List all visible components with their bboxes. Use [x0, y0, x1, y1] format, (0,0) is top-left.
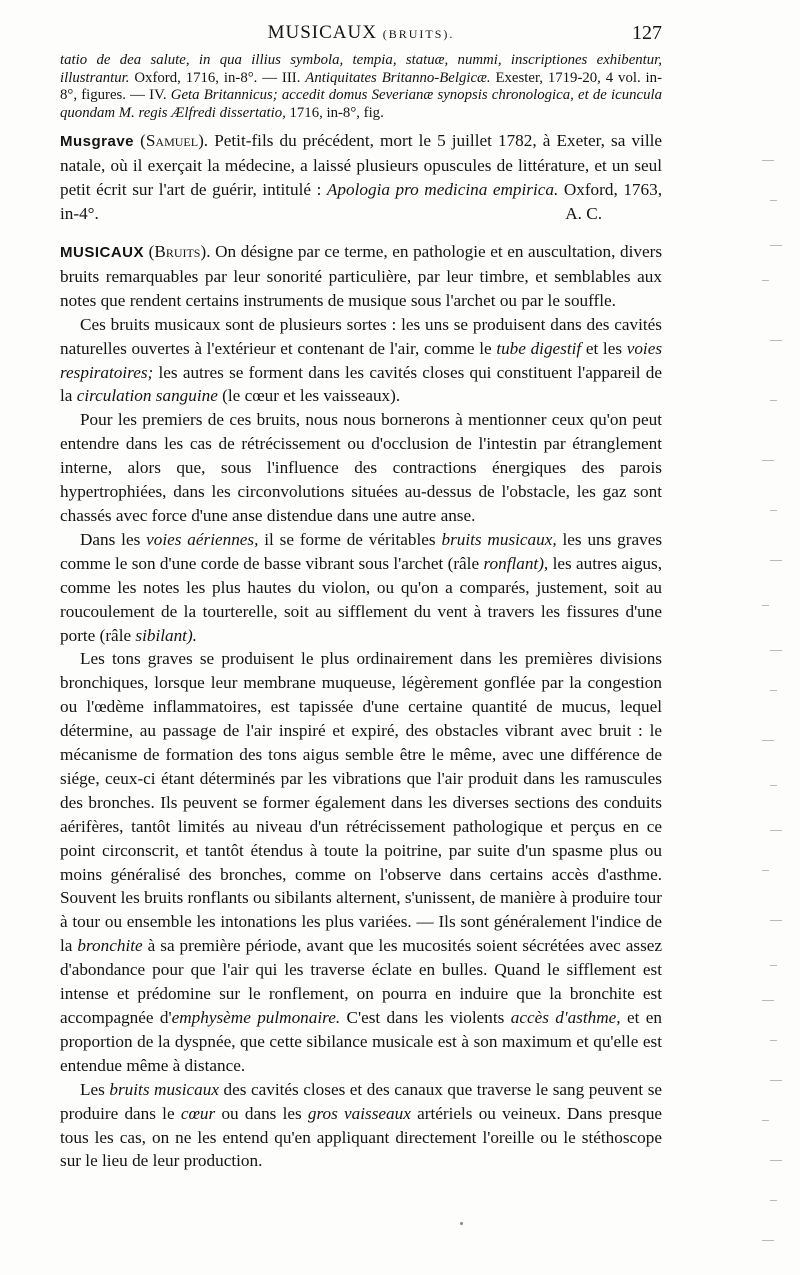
- headword-musicaux: MUSICAUX: [60, 244, 145, 261]
- entry-name-musgrave: (Samuel).: [140, 131, 209, 151]
- margin-tick: [762, 740, 774, 741]
- paragraph-airways: Dans les voies aériennes, il se forme de véritables bruits musicaux, les uns graves comme le son d'une corde de basse vibrant sous l'archet (râle ronflant), les autres aigus, comme les notes les plus hautes du violon, ou qu'on a comparés, justement, soit au roucoulement de la tourterelle, soit au sifflement du vent à travers les fissures d'une porte (râle sibilant).: [60, 529, 663, 645]
- margin-tick: [770, 785, 777, 786]
- header-subtitle: (BRUITS).: [382, 27, 455, 41]
- scan-margin-marks: [748, 40, 788, 1260]
- margin-tick: [770, 560, 782, 561]
- paragraph-closed-cavities: Les bruits musicaux des cavités closes et des canaux que traverse le sang peuvent se produire dans le cœur ou dans les gros vaisseaux artériels ou veineux. Dans presque tous les cas, on ne les entend qu'en appliquant directement l'oreille ou le stéthoscope sur le lieu de leur production.: [60, 1079, 663, 1171]
- margin-tick: [770, 830, 782, 831]
- entry-musicaux: [60, 240, 662, 313]
- header-title: MUSICAUX: [267, 22, 377, 43]
- margin-tick: [770, 340, 782, 341]
- margin-tick: [770, 400, 777, 401]
- work-title: Apologia pro medicina empirica.: [326, 180, 559, 200]
- margin-tick: [762, 460, 774, 461]
- entry-musgrave: Musgrave (Samuel). Petit-fils du précédent, mort le 5 juillet 1782, à Exeter, sa ville natale, où il exerçait la médecine, a laissé plusieurs opuscules de littérature, et un seul petit écrit sur l'art de guérir, intitulé : Apologia pro medicina empirica. Oxford, 1763, in-4°. A. C.: [60, 129, 662, 226]
- margin-tick: [770, 690, 777, 691]
- margin-tick: [770, 1160, 782, 1161]
- paragraph-kinds: Ces bruits musicaux sont de plusieurs sortes : les uns se produisent dans des cavités naturelles ouvertes à l'extérieur et contenant de l'air, comme le tube digestif et les voies respiratoires; les autres se forment dans les cavités closes qui constituent l'appareil de la circulation sanguine (le cœur et les vaisseaux).: [60, 314, 663, 406]
- margin-tick: [762, 870, 769, 871]
- prev-title-2: Antiquitates Britanno-Belgicæ.: [305, 69, 491, 86]
- margin-tick: [770, 245, 782, 246]
- article-body: [60, 52, 662, 1173]
- margin-tick: [770, 1040, 777, 1041]
- previous-entry-bibliography: tatio de dea salute, in qua illius symbola, tempia, statuæ, nummi, inscriptiones exhibentur, illustrantur. Oxford, 1716, in-8°. — III. Antiquitates Britanno-Belgicæ. Exester, 1719-20, 4 vol. in-8°, figures. — IV. Geta Britannicus; accedit domus Severianæ synopsis chronologica, et de icuncula quondam M. regis Ælfredi dissertatio, 1716, in-8°, fig.: [60, 52, 662, 121]
- margin-tick: [762, 1000, 774, 1001]
- margin-tick: [770, 650, 782, 651]
- paragraph-low-tones: Les tons graves se produisent le plus ordinairement dans les premières divisions bronchiques, lorsque leur membrane muqueuse, légèrement gonflée par la congestion ou l'œdème inflammatoires, est tapissée d'une certaine quantité de mucus, lequel détermine, au passage de l'air inspiré et expiré, des obstacles vibrant avec bruit : le mécanisme de formation des tons aigus semble être le même, avec une différence de siége, ceux-ci étant déterminés par les vibrations que l'air produit dans les ramuscules des bronches. Ils peuvent se former également dans les diverses sections des conduits aérifères, tantôt limités au niveau d'un rétrécissement pathologique et perçus en ce point circonscrit, et tantôt étendus à toute la poitrine, par suite d'un spasme plus ou moins généralisé des bronches, comme on l'observe dans certains accès d'asthme. Souvent les bruits ronflants ou sibilants alternent, s'unissent, de manière à produire tour à tour ou ensemble les intonations les plus variées. — Ils sont généralement l'indice de la bronchite à sa première période, avant que les mucosités soient sécrétées avec assez d'abondance pour que l'air qui les traverse éclate en bulles. Quand le sifflement est intense et prédomine sur le ronflement, on pourra en induire que la bronchite est accompagnée d'emphysème pulmonaire. C'est dans les violents accès d'asthme, et en proportion de la dyspnée, que cette sibilance musicale est à son maximum et qu'elle est entendue même à distance.: [60, 649, 663, 1075]
- margin-tick: [762, 160, 774, 161]
- paragraph-intestine: Pour les premiers de ces bruits, nous nous bornerons à mentionner ceux qu'on peut entendre dans les cas de rétrécissement ou d'occlusion de l'intestin par étranglement interne, alors que, sous l'influence des contractions énergiques des parois hypertrophiées, dans les circonvolutions situées au-dessus de l'obstacle, les gaz sont chassés avec force d'une anse distendue dans une autre anse.: [60, 410, 662, 525]
- running-header: [60, 22, 662, 48]
- prev-title-1: tatio de dea salute, in qua illius symbola, tempia, statuæ, nummi, inscriptiones exhibentur, illustrantur.: [60, 52, 662, 86]
- margin-tick: [770, 1080, 782, 1081]
- margin-tick: [762, 280, 769, 281]
- running-title: [60, 22, 662, 44]
- margin-tick: [762, 605, 769, 606]
- author-signature: A. C.: [565, 204, 602, 224]
- margin-tick: [770, 920, 782, 921]
- entry-name-musicaux: (Bruits).: [148, 242, 211, 261]
- entry-intro: On désigne par ce terme, en pathologie et en auscultation, divers bruits remarquables par leur sonorité particulière, par leur timbre, et semblables aux notes que rendent certains instruments de musique sous l'archet ou par le souffle.: [60, 242, 663, 310]
- stray-dot: [460, 1222, 463, 1225]
- margin-tick: [762, 1120, 769, 1121]
- margin-tick: [770, 965, 777, 966]
- margin-tick: [770, 1200, 777, 1201]
- margin-tick: [762, 1240, 774, 1241]
- margin-tick: [770, 200, 777, 201]
- margin-tick: [770, 510, 777, 511]
- headword-musgrave: Musgrave: [60, 133, 135, 151]
- prev-title-3: Geta Britannicus; accedit domus Severianæ synopsis chronologica, et de icuncula quondam M. regis Ælfredi dissertatio,: [60, 87, 662, 121]
- page-number: 127: [632, 22, 662, 44]
